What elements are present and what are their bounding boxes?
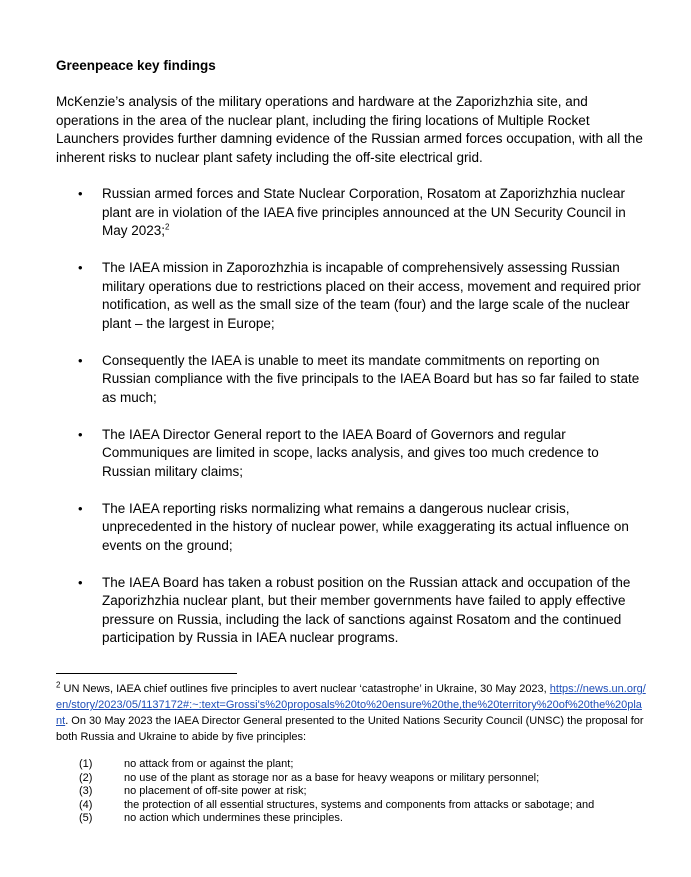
footnote-tail: . On 30 May 2023 the IAEA Director General presented to the United Nations Security Council (UNSC) the proposal for both Russia and Ukraine to abide by five principles: [56,715,644,743]
list-item [56,185,642,241]
intro-paragraph: McKenzie’s analysis of the military operations and hardware at the Zaporizhzhia site, and operations in the area of the nuclear plant, including the firing locations of Multiple Rocket Launchers provides further damning evidence of the Russian armed forces occupation, with all the inherent risks to nuclear plant safety including the off-site electrical grid. [56,94,643,165]
list-item [56,426,642,482]
bullet-icon: • [78,574,83,590]
footnote-separator [56,673,237,674]
principle-text: the protection of all essential structures, systems and components from attacks or sabotage; and [124,798,595,811]
finding-text: Russian armed forces and State Nuclear Corporation, Rosatom at Zaporizhzhia nuclear plant are in violation of the IAEA five principles announced at the UN Security Council in May 2023; [102,186,626,238]
footnote [56,681,646,745]
finding-text: Consequently the IAEA is unable to meet its mandate commitments on reporting on Russian compliance with the five principals to the IAEA Board but has so far failed to state as much; [102,352,640,405]
list-item [79,799,594,813]
footnote-link[interactable]: https://news.un.org/en/story/2023/05/1137172#:~:text=Grossi's%20proposals%20to%20ensure%20the,the%20territory%20of%20the%20plant [56,683,646,727]
finding-text: The IAEA Board has taken a robust position on the Russian attack and occupation of the Zaporizhzhia nuclear plant, but their member governments have failed to apply effective pressure on Russia, including the lack of sanctions against Rosatom and the continued participation by Russia in IAEA nuclear programs. [102,574,631,645]
footnote-ref[interactable]: 2 [165,222,170,232]
list-item [56,574,642,648]
bullet-icon: • [78,186,83,201]
bullet-icon: • [78,426,83,442]
list-item [79,772,594,786]
list-item [79,785,594,799]
document-body [56,57,646,666]
principle-number: (4) [79,798,93,811]
finding-text: The IAEA reporting risks normalizing what remains a dangerous nuclear crisis, unprecedented in the history of nuclear power, while exaggerating its actual influence on events on the ground; [102,500,629,553]
list-item [56,500,642,556]
principle-text: no placement of off-site power at risk; [124,785,307,797]
principle-number: (3) [79,785,93,797]
bullet-icon: • [78,260,83,275]
bullet-icon: • [78,500,83,516]
principle-number: (1) [79,758,93,770]
finding-text: The IAEA mission in Zaporozhzhia is incapable of comprehensively assessing Russian military operations due to restrictions placed on their access, movement and required prior notification, as well as the small size of the team (four) and the large scale of the nuclear plant – the largest in Europe; [102,260,641,331]
list-item [79,758,594,772]
principles-list [79,758,594,826]
principle-number: (5) [79,812,93,824]
principle-text: no action which undermines these principles. [124,812,343,824]
list-item [56,259,642,333]
list-item [79,812,594,826]
principle-text: no attack from or against the plant; [124,758,294,770]
bullet-icon: • [78,352,83,368]
findings-list [56,185,646,648]
principle-number: (2) [79,771,93,784]
finding-text: The IAEA Director General report to the IAEA Board of Governors and regular Communiques are limited in scope, lacks analysis, and gives too much credence to Russian military claims; [102,426,599,479]
principle-text: no use of the plant as storage nor as a base for heavy weapons or military personnel; [124,771,540,784]
section-heading: Greenpeace key findings [56,58,216,73]
footnote-marker: 2 [56,680,61,690]
list-item [56,352,642,408]
footnote-lead: UN News, IAEA chief outlines five principles to avert nuclear ‘catastrophe’ in Ukraine, 30 May 2023, [60,683,550,695]
